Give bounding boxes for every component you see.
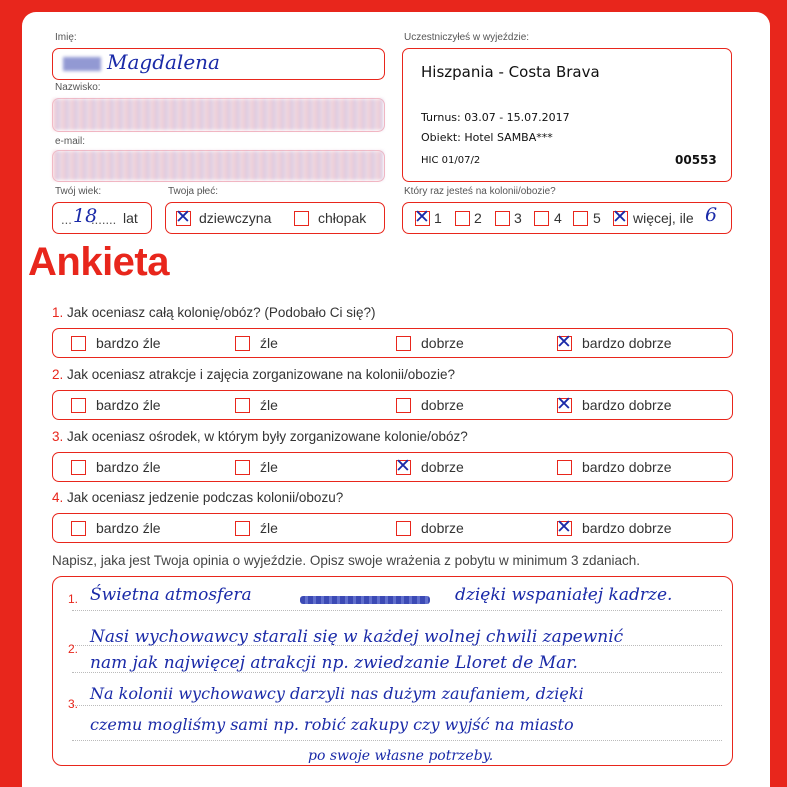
answer-option-label: bardzo dobrze (582, 335, 672, 351)
question-4-answers (52, 513, 733, 543)
question-number: 1. (52, 305, 64, 320)
answer-option-label: bardzo źle (96, 335, 161, 351)
trip-number: 00553 (675, 153, 717, 167)
question-number: 4. (52, 490, 64, 505)
question-number: 2. (52, 367, 64, 382)
opinion-line: nam jak najwięcej atrakcji np. zwiedzanie Lloret de Mar. (90, 653, 578, 673)
trip-card (402, 48, 732, 182)
times-checkbox-1[interactable] (414, 206, 430, 228)
email-field[interactable] (52, 150, 385, 182)
answer-checkbox[interactable] (235, 398, 250, 413)
answer-option-label: bardzo źle (96, 520, 161, 536)
cross-mark-icon: ✕ (612, 206, 628, 228)
last-name-field[interactable] (52, 98, 385, 132)
cross-mark-icon: ✕ (414, 206, 430, 228)
opinion-number-1: 1. (68, 592, 79, 606)
answer-checkbox[interactable] (71, 460, 86, 475)
answer-checkbox[interactable] (396, 336, 411, 351)
opinion-line: po swoje własne potrzeby. (308, 748, 494, 764)
times-option-3: 3 (514, 210, 522, 226)
question-text (52, 429, 468, 444)
cross-mark-icon: ✕ (556, 516, 572, 538)
answer-checkbox[interactable] (235, 521, 250, 536)
cross-mark-icon: ✕ (175, 206, 191, 228)
question-label: Jak oceniasz całą kolonię/obóz? (Podobało Ci się?) (67, 305, 376, 320)
question-label: Jak oceniasz ośrodek, w którym były zorganizowane kolonie/obóz? (67, 429, 468, 444)
answer-checkbox[interactable] (556, 331, 572, 353)
times-option-4: 4 (554, 210, 562, 226)
question-text (52, 490, 343, 505)
trip-destination: Hiszpania - Costa Brava (421, 63, 600, 81)
question-number: 3. (52, 429, 64, 444)
trip-code: HIC 01/07/2 (421, 155, 481, 166)
question-3-answers (52, 452, 733, 482)
cross-mark-icon: ✕ (556, 331, 572, 353)
times-field (402, 202, 732, 234)
first-name-label: Imię: (55, 32, 77, 43)
answer-option-label: dobrze (421, 397, 464, 413)
answer-option-label: bardzo dobrze (582, 397, 672, 413)
trip-turnus: Turnus: 03.07 - 15.07.2017 (421, 111, 570, 124)
answer-option-label: źle (260, 459, 278, 475)
answer-checkbox[interactable] (235, 460, 250, 475)
answer-checkbox[interactable] (556, 516, 572, 538)
age-field[interactable]: ... 18 ....... lat (52, 202, 152, 234)
redacted-last-name (53, 99, 383, 130)
answer-checkbox[interactable] (396, 398, 411, 413)
answer-option-label: źle (260, 397, 278, 413)
age-label: Twój wiek: (55, 186, 102, 197)
answer-checkbox[interactable] (71, 398, 86, 413)
answer-checkbox[interactable] (71, 521, 86, 536)
answer-option-label: dobrze (421, 520, 464, 536)
times-checkbox-more[interactable] (612, 206, 628, 228)
survey-title: Ankieta (28, 240, 169, 284)
times-label: Który raz jesteś na kolonii/obozie? (404, 186, 556, 197)
crossed-out-word (300, 596, 430, 604)
redacted-scribble (63, 57, 101, 71)
question-label: Jak oceniasz jedzenie podczas kolonii/obozu? (67, 490, 344, 505)
answer-checkbox[interactable] (395, 455, 411, 477)
times-option-1: 1 (434, 210, 442, 226)
trip-obiekt: Obiekt: Hotel SAMBA*** (421, 131, 553, 144)
answer-option-label: bardzo źle (96, 459, 161, 475)
opinion-line: czemu mogliśmy sami np. robić zakupy czy wyjść na miasto (90, 715, 574, 734)
times-option-5: 5 (593, 210, 601, 226)
gender-checkbox-female[interactable] (175, 206, 191, 228)
answer-checkbox[interactable] (557, 460, 572, 475)
question-text (52, 367, 455, 382)
opinion-number-2: 2. (68, 642, 79, 656)
gender-checkbox-male[interactable] (294, 211, 309, 226)
answer-option-label: źle (260, 335, 278, 351)
answer-option-label: bardzo źle (96, 397, 161, 413)
dotted-line (72, 705, 722, 706)
answer-option-label: dobrze (421, 335, 464, 351)
times-checkbox-2[interactable] (455, 211, 470, 226)
opinion-line: Na kolonii wychowawcy darzyli nas dużym zaufaniem, dzięki (90, 684, 584, 703)
dotted-line (72, 610, 722, 611)
times-count: 6 (705, 204, 718, 226)
email-label: e-mail: (55, 136, 86, 147)
cross-mark-icon: ✕ (395, 455, 411, 477)
answer-checkbox[interactable] (71, 336, 86, 351)
times-checkbox-5[interactable] (573, 211, 588, 226)
first-name-field[interactable] (52, 48, 385, 80)
times-checkbox-3[interactable] (495, 211, 510, 226)
gender-field (165, 202, 385, 234)
question-label: Jak oceniasz atrakcje i zajęcia zorganizowane na kolonii/obozie? (67, 367, 456, 382)
cross-mark-icon: ✕ (556, 393, 572, 415)
last-name-label: Nazwisko: (55, 82, 101, 93)
answer-checkbox[interactable] (396, 521, 411, 536)
gender-option-male: chłopak (318, 210, 367, 226)
opinion-number-3: 3. (68, 697, 79, 711)
answer-checkbox[interactable] (235, 336, 250, 351)
opinion-line: Nasi wychowawcy starali się w każdej wolnej chwili zapewnić (90, 627, 624, 647)
times-checkbox-4[interactable] (534, 211, 549, 226)
gender-option-female: dziewczyna (199, 210, 272, 226)
answer-option-label: bardzo dobrze (582, 520, 672, 536)
question-1-answers (52, 328, 733, 358)
answer-checkbox[interactable] (556, 393, 572, 415)
first-name-value: Magdalena (107, 50, 220, 74)
age-value: 18 (73, 205, 98, 227)
answer-option-label: bardzo dobrze (582, 459, 672, 475)
opinion-prompt: Napisz, jaka jest Twoja opinia o wyjeździe. Opisz swoje wrażenia z pobytu w minimum 3 zdaniach. (52, 553, 641, 568)
dotted-line (72, 740, 722, 741)
answer-option-label: źle (260, 520, 278, 536)
opinion-line: dzięki wspaniałej kadrze. (455, 585, 673, 605)
question-2-answers (52, 390, 733, 420)
age-unit: lat (123, 210, 138, 226)
answer-option-label: dobrze (421, 459, 464, 475)
times-option-more: więcej, ile (633, 210, 694, 226)
gender-label: Twoja płeć: (168, 186, 219, 197)
times-option-2: 2 (474, 210, 482, 226)
question-text (52, 305, 375, 320)
redacted-email (53, 151, 383, 180)
opinion-line: Świetna atmosfera (90, 585, 252, 605)
trip-label: Uczestniczyłeś w wyjeździe: (404, 32, 530, 43)
